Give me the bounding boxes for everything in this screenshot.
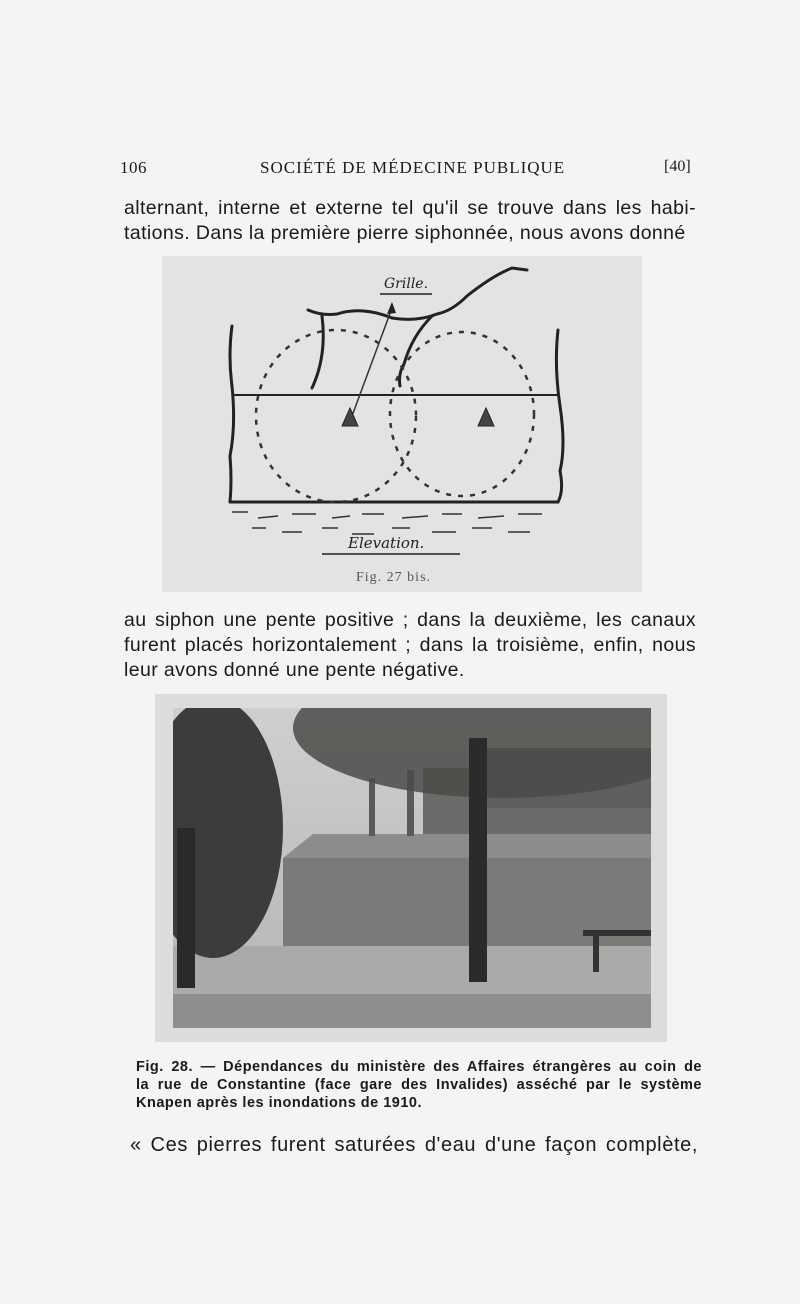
building-photograph [173,708,651,1028]
handwritten-elevation-label: Elevation. [348,534,425,552]
bench [583,930,651,936]
elevation-sketch [162,256,642,592]
siphon-cone-right [478,408,494,426]
siphon-circle-left [256,330,416,502]
paragraph-2 [124,608,696,683]
right-wall [556,330,563,502]
crack-right [400,316,433,386]
handwritten-grille-label: Grille. [384,276,429,292]
caption-line: Fig. 28. — Dépendances du ministère des Affaires étrangères au coin de [136,1059,702,1075]
left-wall [230,326,234,502]
paragraph-1 [124,196,696,246]
paragraph-line: tations. Dans la première pierre siphonnée, nous avons donné [124,222,686,244]
tree-trunk [469,738,487,982]
figure-28-caption [136,1058,702,1112]
siphon-circle-right [390,332,534,496]
paragraph-line: furent placés horizontalement ; dans la troisième, enfin, nous [124,634,696,656]
caption-line: Knapen après les inondations de 1910. [136,1095,423,1111]
paragraph-line: au siphon une pente positive ; dans la deuxième, les canaux [124,609,696,631]
roof [283,834,651,858]
caption-line: la rue de Constantine (face gare des Invalides) asséché par le système [136,1077,702,1093]
running-title: SOCIÉTÉ DE MÉDECINE PUBLIQUE [260,158,566,177]
figure-28-photo-frame [155,694,667,1042]
figure-27-sketch [162,256,642,592]
paragraph-3: « Ces pierres furent saturées d'eau d'une façon complète, [130,1134,698,1156]
paragraph-line: leur avons donné une pente négative. [124,659,465,681]
figure-27-caption: Fig. 27 bis. [356,570,432,585]
section-reference: [40] [664,158,691,175]
pointer-arrow [352,308,392,416]
crack-left [312,316,323,388]
siphon-cone-left [342,408,358,426]
paragraph-line: alternant, interne et externe tel qu'il se trouve dans les habi- [124,197,696,219]
page-number: 106 [120,158,147,177]
arrow-head [387,302,396,314]
